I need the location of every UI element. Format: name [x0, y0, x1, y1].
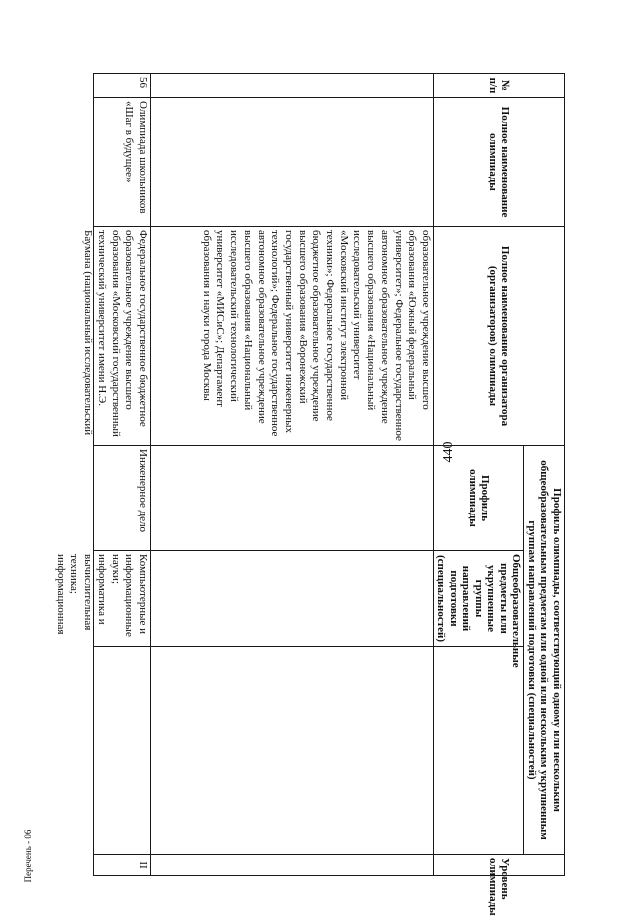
cell-profile-text: Инженерное дело [137, 449, 149, 533]
cell-profile-empty [151, 446, 434, 551]
header-level: Уровень олимпиады [434, 855, 565, 876]
cell-subjects-empty [151, 551, 434, 647]
header-subjects: Общеобразовательные предметы или укрупненные группы направлений подготовки (специальностей) [434, 551, 525, 647]
header-empty [434, 647, 525, 855]
cell-organizer-continuation: образовательное учреждение высшего образования «Южный федеральный университет»; Федеральное государственное автономное образовательное учреждение высшего образования «Национальный исследовательский университет «Московский институт электронной техники»; Федеральное государственное бюджетное образовательное учреждение высшего образования «Воронежский государственный университет инженерных технологий»; Федеральное государственное автономное образовательное учреждение высшего образования «Национальный исследовательский технологический университет «МИСиС»; Департамент образования и науки города Москвы [151, 227, 434, 446]
olympiad-table-container [54, 73, 565, 916]
cell-extra-empty [151, 647, 434, 855]
cell-extra [94, 647, 151, 855]
cell-subjects-text: Компьютерные и информационные науки; информатика и вычислительная техника; информационная [54, 554, 149, 637]
cell-profile [94, 446, 151, 551]
cell-subjects [54, 551, 151, 647]
table-row-56 [94, 74, 151, 876]
header-profile-group: Профиль олимпиады, соответствующий одному или нескольким общеобразовательным предметам или одной или нескольким укрупненным группам направлений подготовки (специальностей) [524, 446, 565, 855]
header-organizer: Полное наименование организатора (организаторов) олимпиады [434, 227, 565, 446]
header-olympiad-name: Полное наименование олимпиады [434, 98, 565, 227]
cell-organizer [82, 227, 151, 446]
olympiad-table [54, 73, 565, 916]
cell-name [94, 98, 151, 227]
footer-code: Перечень - 06 [23, 829, 33, 883]
cell-name-text: Олимпиада школьников «Шаг в будущее» [123, 101, 149, 214]
cell-level [94, 855, 151, 876]
page-number: 440 [441, 441, 456, 463]
cell-name-empty [151, 98, 434, 227]
cell-num-empty [151, 74, 434, 98]
table-row-continuation [151, 74, 434, 876]
cell-num-text: 56 [137, 77, 149, 88]
cell-organizer-text: Федеральное государственное бюджетное образовательное учреждение высшего образования «Московский государственный технический университет имени Н.Э. Баумана (национальный исследовательский [82, 230, 149, 437]
cell-num [94, 74, 151, 98]
cell-level-text: II [137, 861, 149, 869]
cell-level-empty [151, 855, 434, 876]
header-number: № п/п [434, 74, 565, 98]
header-profile: Профиль олимпиады [434, 446, 525, 551]
